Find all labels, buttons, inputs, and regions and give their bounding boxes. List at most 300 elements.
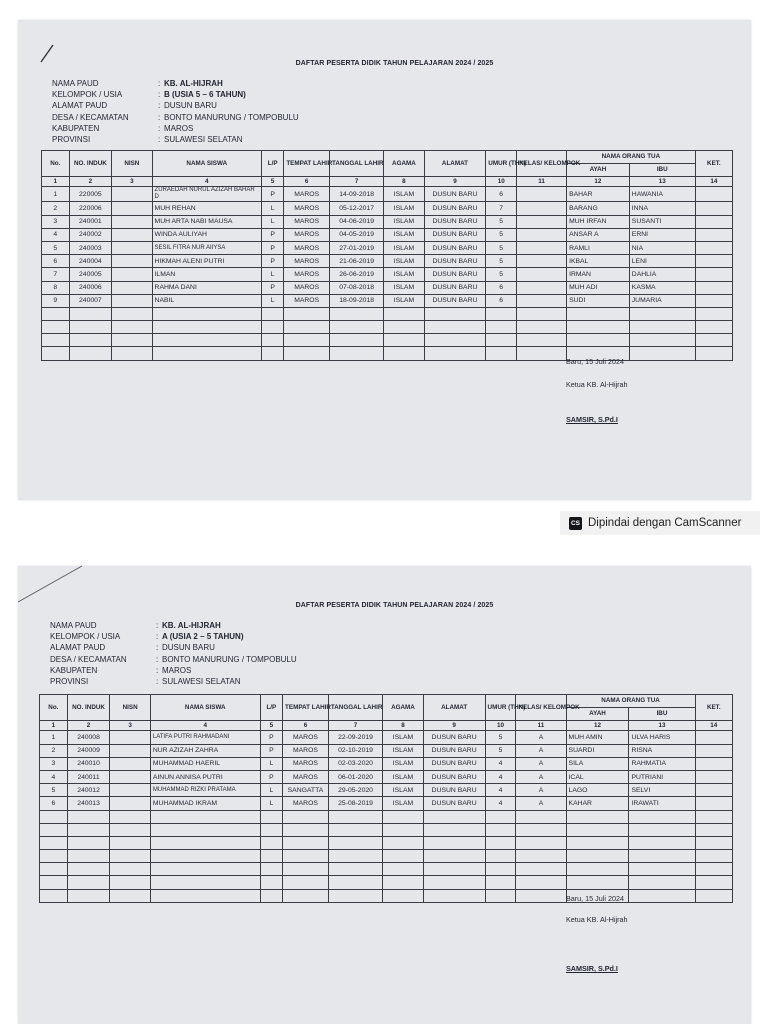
column-number: 1 bbox=[40, 721, 68, 731]
table-cell: A bbox=[516, 731, 566, 744]
table-cell bbox=[517, 255, 567, 268]
column-number: 11 bbox=[517, 177, 567, 187]
table-cell: SUARDI bbox=[566, 744, 629, 757]
signature-block bbox=[566, 357, 628, 424]
table-cell bbox=[112, 202, 152, 215]
empty-table-row bbox=[40, 810, 733, 823]
school-info bbox=[52, 78, 299, 145]
table-cell bbox=[112, 241, 152, 254]
meta-value: DUSUN BARU bbox=[164, 101, 217, 111]
table-cell bbox=[695, 731, 732, 744]
table-cell: KASMA bbox=[629, 281, 695, 294]
table-cell: 4 bbox=[485, 797, 516, 810]
table-cell: 5 bbox=[42, 241, 70, 254]
column-number-row bbox=[42, 177, 733, 187]
table-cell: L bbox=[262, 268, 284, 281]
column-number: 7 bbox=[330, 177, 384, 187]
table-cell: 7 bbox=[42, 268, 70, 281]
signature-date: Baru, 15 Juli 2024 bbox=[566, 357, 624, 366]
table-cell: 240004 bbox=[69, 255, 112, 268]
table-cell: 6 bbox=[486, 294, 517, 307]
table-cell: 7 bbox=[486, 202, 517, 215]
header-nama: NAMA SISWA bbox=[150, 695, 260, 721]
column-number: 9 bbox=[423, 721, 485, 731]
table-cell bbox=[695, 784, 732, 797]
table-cell: 5 bbox=[486, 268, 517, 281]
table-cell: RAMLI bbox=[567, 241, 630, 254]
meta-row: NAMA PAUD : KB. AL-HIJRAH bbox=[52, 79, 223, 88]
meta-label: PROVINSI bbox=[50, 677, 89, 687]
table-cell: 5 bbox=[486, 215, 517, 228]
header-alamat: ALAMAT bbox=[424, 151, 486, 177]
meta-label: NAMA PAUD bbox=[50, 621, 97, 630]
table-cell: NIA bbox=[629, 241, 695, 254]
table-cell: 29-05-2020 bbox=[328, 784, 382, 797]
meta-value: KB. AL-HIJRAH bbox=[164, 79, 223, 88]
table-cell: DUSUN BARU bbox=[424, 228, 486, 241]
table-cell: 4 bbox=[485, 770, 516, 783]
table-cell: 240010 bbox=[67, 757, 110, 770]
table-cell: DUSUN BARU bbox=[424, 241, 486, 254]
column-number: 6 bbox=[283, 721, 329, 731]
header-nama: NAMA SISWA bbox=[152, 151, 261, 177]
table-cell: MAROS bbox=[283, 744, 329, 757]
table-cell: MUHAMMAD RIZKI PRATAMA bbox=[150, 784, 260, 797]
meta-row: ALAMAT PAUD : DUSUN BARU bbox=[52, 101, 217, 111]
table-cell: 4 bbox=[42, 228, 70, 241]
table-cell: 240009 bbox=[67, 744, 110, 757]
table-cell: 240005 bbox=[69, 268, 112, 281]
table-cell: DUSUN BARU bbox=[423, 744, 485, 757]
page-title: DAFTAR PESERTA DIDIK TAHUN PELAJARAN 2024 / 2025 bbox=[295, 602, 494, 609]
table-cell: 2 bbox=[42, 202, 70, 215]
column-number: 4 bbox=[150, 721, 260, 731]
table-cell: LENI bbox=[629, 255, 695, 268]
header-no: No. bbox=[40, 695, 68, 721]
header-tanggal: TANGGAL LAHIR bbox=[328, 695, 382, 721]
header-induk: NO. INDUK bbox=[69, 151, 112, 177]
table-cell: DUSUN BARU bbox=[424, 281, 486, 294]
table-cell: MAROS bbox=[284, 202, 330, 215]
table-cell: MAROS bbox=[284, 215, 330, 228]
camscanner-logo-icon: CS bbox=[569, 517, 582, 530]
table-cell: P bbox=[260, 744, 282, 757]
table-cell: A bbox=[516, 757, 566, 770]
table-cell: ISLAM bbox=[383, 744, 424, 757]
signature-block bbox=[566, 894, 628, 973]
table-cell: MUH IRFAN bbox=[567, 215, 630, 228]
table-cell: 5 bbox=[485, 744, 516, 757]
table-cell: ISLAM bbox=[384, 202, 424, 215]
table-cell: NUR AZIZAH ZAHRA bbox=[150, 744, 260, 757]
meta-label: KELOMPOK / USIA bbox=[52, 90, 123, 100]
table-row bbox=[40, 784, 733, 797]
table-row bbox=[42, 215, 733, 228]
column-number: 13 bbox=[629, 177, 695, 187]
table-cell: 2 bbox=[40, 744, 68, 757]
table-cell bbox=[695, 215, 732, 228]
table-row bbox=[42, 268, 733, 281]
table-cell: ISLAM bbox=[383, 797, 424, 810]
column-number: 9 bbox=[424, 177, 486, 187]
table-cell: MUH ADI bbox=[567, 281, 630, 294]
column-number: 13 bbox=[629, 721, 695, 731]
table-cell: ISLAM bbox=[383, 757, 424, 770]
header-lp: L/P bbox=[260, 695, 282, 721]
header-ayah: AYAH bbox=[567, 164, 630, 177]
header-ket: KET. bbox=[695, 151, 732, 177]
table-cell: 27-01-2019 bbox=[330, 241, 384, 254]
column-number: 1 bbox=[42, 177, 70, 187]
meta-row: PROVINSI : SULAWESI SELATAN bbox=[52, 135, 243, 145]
table-row bbox=[42, 294, 733, 307]
table-cell: MAROS bbox=[284, 241, 330, 254]
column-number: 6 bbox=[284, 177, 330, 187]
table-cell: ISLAM bbox=[383, 731, 424, 744]
table-cell: 8 bbox=[42, 281, 70, 294]
table-cell bbox=[695, 202, 732, 215]
table-cell bbox=[112, 187, 152, 202]
header-kelas: KELAS/ KELOMPOK bbox=[517, 151, 567, 177]
table-cell: DUSUN BARU bbox=[423, 757, 485, 770]
empty-table-row bbox=[40, 889, 733, 902]
header-ortu: NAMA ORANG TUA bbox=[567, 151, 696, 164]
table-cell: 26-06-2019 bbox=[330, 268, 384, 281]
table-cell: AINUN ANNISA PUTRI bbox=[150, 770, 260, 783]
table-cell: MAROS bbox=[284, 228, 330, 241]
table-cell: 04-05-2019 bbox=[330, 228, 384, 241]
table-cell: 07-08-2018 bbox=[330, 281, 384, 294]
table-cell: 1 bbox=[42, 187, 70, 202]
table-cell: IRAWATI bbox=[629, 797, 695, 810]
table-cell: 22-09-2019 bbox=[328, 731, 382, 744]
table-cell bbox=[517, 228, 567, 241]
table-row bbox=[42, 255, 733, 268]
table-cell bbox=[695, 757, 732, 770]
table-cell bbox=[110, 797, 151, 810]
table-cell: ANSAR A bbox=[567, 228, 630, 241]
header-agama: AGAMA bbox=[383, 695, 424, 721]
header-no: No. bbox=[42, 151, 70, 177]
school-info bbox=[50, 620, 297, 687]
table-cell: 240001 bbox=[69, 215, 112, 228]
empty-table-row bbox=[40, 850, 733, 863]
document-page-1 bbox=[18, 20, 751, 500]
header-ket: KET. bbox=[695, 695, 732, 721]
table-cell: DUSUN BARU bbox=[423, 797, 485, 810]
meta-value: BONTO MANURUNG / TOMPOBULU bbox=[164, 112, 299, 122]
empty-table-row bbox=[40, 823, 733, 836]
meta-label: KABUPATEN bbox=[50, 665, 98, 675]
table-cell: DUSUN BARU bbox=[424, 202, 486, 215]
table-cell: L bbox=[262, 294, 284, 307]
column-number: 8 bbox=[383, 721, 424, 731]
meta-row: ALAMAT PAUD : DUSUN BARU bbox=[50, 643, 215, 653]
column-number: 8 bbox=[384, 177, 424, 187]
table-cell: ISLAM bbox=[384, 187, 424, 202]
header-tempat: TEMPAT LAHIR bbox=[283, 695, 329, 721]
table-cell bbox=[695, 187, 732, 202]
table-cell: 240012 bbox=[67, 784, 110, 797]
column-number: 2 bbox=[67, 721, 110, 731]
meta-value: A (USIA 2 – 5 TAHUN) bbox=[162, 632, 244, 642]
table-cell bbox=[110, 731, 151, 744]
meta-label: DESA / KECAMATAN bbox=[52, 112, 129, 122]
table-cell: BARANG bbox=[567, 202, 630, 215]
empty-table-row bbox=[40, 836, 733, 849]
table-cell: 1 bbox=[40, 731, 68, 744]
table-cell: ISLAM bbox=[383, 770, 424, 783]
table-cell: DUSUN BARU bbox=[424, 268, 486, 281]
header-ayah: AYAH bbox=[566, 708, 629, 721]
column-number: 3 bbox=[110, 721, 151, 731]
table-cell: ICAL bbox=[566, 770, 629, 783]
table-cell: ZURAEDAH NURUL AZIZAH BAHAR D bbox=[152, 187, 261, 202]
column-number: 2 bbox=[69, 177, 112, 187]
table-cell: P bbox=[262, 281, 284, 294]
table-cell: MAROS bbox=[284, 268, 330, 281]
meta-row: KELOMPOK / USIA : B (USIA 5 – 6 TAHUN) bbox=[52, 90, 246, 100]
header-nisn: NISN bbox=[112, 151, 152, 177]
table-row bbox=[42, 228, 733, 241]
table-cell: MAROS bbox=[283, 797, 329, 810]
table-cell bbox=[112, 215, 152, 228]
table-cell bbox=[695, 294, 732, 307]
table-row bbox=[42, 202, 733, 215]
scanner-badge bbox=[560, 511, 760, 535]
table-cell bbox=[517, 202, 567, 215]
empty-table-row bbox=[42, 334, 733, 347]
column-number: 10 bbox=[486, 177, 517, 187]
table-cell bbox=[112, 281, 152, 294]
table-cell: ISLAM bbox=[384, 294, 424, 307]
table-cell: DUSUN BARU bbox=[424, 187, 486, 202]
table-row bbox=[42, 281, 733, 294]
table-cell: 5 bbox=[486, 228, 517, 241]
table-cell: SANGATTA bbox=[283, 784, 329, 797]
table-cell: ISLAM bbox=[384, 215, 424, 228]
table-cell: P bbox=[262, 228, 284, 241]
table-cell bbox=[517, 241, 567, 254]
column-number: 5 bbox=[262, 177, 284, 187]
table-cell: ISLAM bbox=[384, 241, 424, 254]
table-cell bbox=[112, 228, 152, 241]
signature-date: Baru, 15 Juli 2024 bbox=[566, 894, 624, 903]
table-cell bbox=[695, 744, 732, 757]
table-cell: 240003 bbox=[69, 241, 112, 254]
meta-value: BONTO MANURUNG / TOMPOBULU bbox=[162, 654, 297, 664]
table-cell: RAHMATIA bbox=[629, 757, 695, 770]
meta-value: SULAWESI SELATAN bbox=[162, 677, 241, 687]
meta-label: PROVINSI bbox=[52, 135, 91, 145]
table-cell: 240008 bbox=[67, 731, 110, 744]
table-cell: 9 bbox=[42, 294, 70, 307]
empty-table-row bbox=[40, 876, 733, 889]
column-number: 12 bbox=[566, 721, 629, 731]
table-cell: 5 bbox=[486, 255, 517, 268]
meta-row: DESA / KECAMATAN : BONTO MANURUNG / TOMPOBULU bbox=[52, 112, 299, 122]
table-cell: 3 bbox=[40, 757, 68, 770]
table-cell: MAROS bbox=[284, 281, 330, 294]
meta-row: NAMA PAUD : KB. AL-HIJRAH bbox=[50, 621, 221, 630]
table-cell bbox=[517, 268, 567, 281]
table-cell: HIKMAH ALENI PUTRI bbox=[152, 255, 261, 268]
column-number: 11 bbox=[516, 721, 566, 731]
table-cell bbox=[110, 744, 151, 757]
meta-row: PROVINSI : SULAWESI SELATAN bbox=[50, 677, 241, 687]
table-cell: 240002 bbox=[69, 228, 112, 241]
table-cell: MUH REHAN bbox=[152, 202, 261, 215]
table-cell: 21-06-2019 bbox=[330, 255, 384, 268]
table-cell: 14-09-2018 bbox=[330, 187, 384, 202]
table-cell: 6 bbox=[486, 281, 517, 294]
table-cell: SESIL FITRA NUR AIIYSA bbox=[152, 241, 261, 254]
column-number: 5 bbox=[260, 721, 282, 731]
table-cell: LATIFA PUTRI RAHMADANI bbox=[150, 731, 260, 744]
meta-row: KABUPATEN : MAROS bbox=[52, 123, 194, 133]
table-cell: 18-09-2018 bbox=[330, 294, 384, 307]
table-cell: 240006 bbox=[69, 281, 112, 294]
signature-name: SAMSIR, S.Pd.I bbox=[566, 415, 618, 424]
table-cell: 02-10-2019 bbox=[328, 744, 382, 757]
meta-value: B (USIA 5 – 6 TAHUN) bbox=[164, 90, 246, 100]
column-number: 7 bbox=[328, 721, 382, 731]
table-cell: 240013 bbox=[67, 797, 110, 810]
header-ibu: IBU bbox=[629, 164, 695, 177]
table-cell: 4 bbox=[485, 757, 516, 770]
table-cell: 6 bbox=[40, 797, 68, 810]
signature-name: SAMSIR, S.Pd.I bbox=[566, 964, 618, 973]
scanner-text: Dipindai dengan CamScanner bbox=[588, 517, 742, 529]
table-cell: DUSUN BARU bbox=[423, 731, 485, 744]
table-cell: ISLAM bbox=[384, 281, 424, 294]
table-cell: SUSANTI bbox=[629, 215, 695, 228]
table-cell: SILA bbox=[566, 757, 629, 770]
table-row bbox=[40, 744, 733, 757]
table-cell: ISLAM bbox=[383, 784, 424, 797]
table-cell: MUHAMMAD HAERIL bbox=[150, 757, 260, 770]
table-cell: A bbox=[516, 797, 566, 810]
table-cell: RISNA bbox=[629, 744, 695, 757]
column-number: 12 bbox=[567, 177, 630, 187]
table-cell: MAROS bbox=[284, 255, 330, 268]
table-cell: ILMAN bbox=[152, 268, 261, 281]
header-tanggal: TANGGAL LAHIR bbox=[330, 151, 384, 177]
table-cell: P bbox=[260, 731, 282, 744]
table-cell bbox=[110, 784, 151, 797]
table-row bbox=[42, 241, 733, 254]
table-cell: 02-03-2020 bbox=[328, 757, 382, 770]
table-cell: LAGO bbox=[566, 784, 629, 797]
table-cell: IKBAL bbox=[567, 255, 630, 268]
table-row bbox=[40, 731, 733, 744]
table-cell: 04-06-2019 bbox=[330, 215, 384, 228]
meta-label: KELOMPOK / USIA bbox=[50, 632, 121, 642]
table-cell: L bbox=[260, 784, 282, 797]
table-cell: 25-08-2019 bbox=[328, 797, 382, 810]
meta-row: DESA / KECAMATAN : BONTO MANURUNG / TOMPOBULU bbox=[50, 654, 297, 664]
student-table bbox=[39, 694, 733, 903]
table-cell: P bbox=[262, 187, 284, 202]
table-cell: ISLAM bbox=[384, 255, 424, 268]
header-lp: L/P bbox=[262, 151, 284, 177]
table-row bbox=[40, 757, 733, 770]
table-cell bbox=[112, 268, 152, 281]
table-cell: MAROS bbox=[284, 187, 330, 202]
table-cell: IRMAN bbox=[567, 268, 630, 281]
meta-label: ALAMAT PAUD bbox=[52, 101, 108, 111]
table-cell bbox=[695, 255, 732, 268]
table-cell: KAHAR bbox=[566, 797, 629, 810]
header-kelas: KELAS/ KELOMPOK bbox=[516, 695, 566, 721]
column-number: 10 bbox=[485, 721, 516, 731]
table-cell: 240011 bbox=[67, 770, 110, 783]
table-cell: A bbox=[516, 770, 566, 783]
table-cell: MAROS bbox=[283, 731, 329, 744]
table-cell: MUHAMMAD IKRAM bbox=[150, 797, 260, 810]
meta-label: ALAMAT PAUD bbox=[50, 643, 106, 653]
column-number: 4 bbox=[152, 177, 261, 187]
header-alamat: ALAMAT bbox=[423, 695, 485, 721]
table-cell: 5 bbox=[40, 784, 68, 797]
empty-table-row bbox=[42, 321, 733, 334]
table-cell bbox=[695, 241, 732, 254]
table-cell bbox=[112, 294, 152, 307]
table-cell: DUSUN BARU bbox=[423, 770, 485, 783]
table-cell: 220005 bbox=[69, 187, 112, 202]
table-cell: ISLAM bbox=[384, 228, 424, 241]
table-cell: MAROS bbox=[283, 770, 329, 783]
student-table bbox=[41, 150, 733, 361]
table-row bbox=[40, 797, 733, 810]
table-cell: 240007 bbox=[69, 294, 112, 307]
signature-role: Ketua KB. Al-Hijrah bbox=[566, 915, 628, 924]
header-nisn: NISN bbox=[110, 695, 151, 721]
table-row bbox=[40, 770, 733, 783]
meta-value: DUSUN BARU bbox=[162, 643, 215, 653]
table-cell bbox=[110, 757, 151, 770]
table-cell bbox=[695, 268, 732, 281]
table-row bbox=[42, 187, 733, 202]
column-number: 14 bbox=[695, 721, 732, 731]
table-cell: DUSUN BARU bbox=[423, 784, 485, 797]
table-cell: L bbox=[262, 215, 284, 228]
column-number-row bbox=[40, 721, 733, 731]
table-cell bbox=[695, 281, 732, 294]
page-title: DAFTAR PESERTA DIDIK TAHUN PELAJARAN 2024 / 2025 bbox=[295, 60, 494, 67]
fold-line bbox=[18, 566, 88, 606]
meta-row: KABUPATEN : MAROS bbox=[50, 665, 192, 675]
empty-table-row bbox=[40, 863, 733, 876]
table-cell: ERNI bbox=[629, 228, 695, 241]
header-umur: UMUR (THN) bbox=[486, 151, 517, 177]
table-cell bbox=[695, 228, 732, 241]
column-number: 3 bbox=[112, 177, 152, 187]
table-cell: 3 bbox=[42, 215, 70, 228]
table-cell: MAROS bbox=[284, 294, 330, 307]
meta-value: MAROS bbox=[164, 123, 194, 133]
table-cell bbox=[695, 770, 732, 783]
table-cell bbox=[517, 294, 567, 307]
table-cell: 5 bbox=[485, 731, 516, 744]
table-cell: ULVA HARIS bbox=[629, 731, 695, 744]
meta-value: SULAWESI SELATAN bbox=[164, 135, 243, 145]
meta-row: KELOMPOK / USIA : A (USIA 2 – 5 TAHUN) bbox=[50, 632, 244, 642]
table-cell: DAHLIA bbox=[629, 268, 695, 281]
table-cell: SELVI bbox=[629, 784, 695, 797]
table-cell: BAHAR bbox=[567, 187, 630, 202]
meta-value: KB. AL-HIJRAH bbox=[162, 621, 221, 630]
